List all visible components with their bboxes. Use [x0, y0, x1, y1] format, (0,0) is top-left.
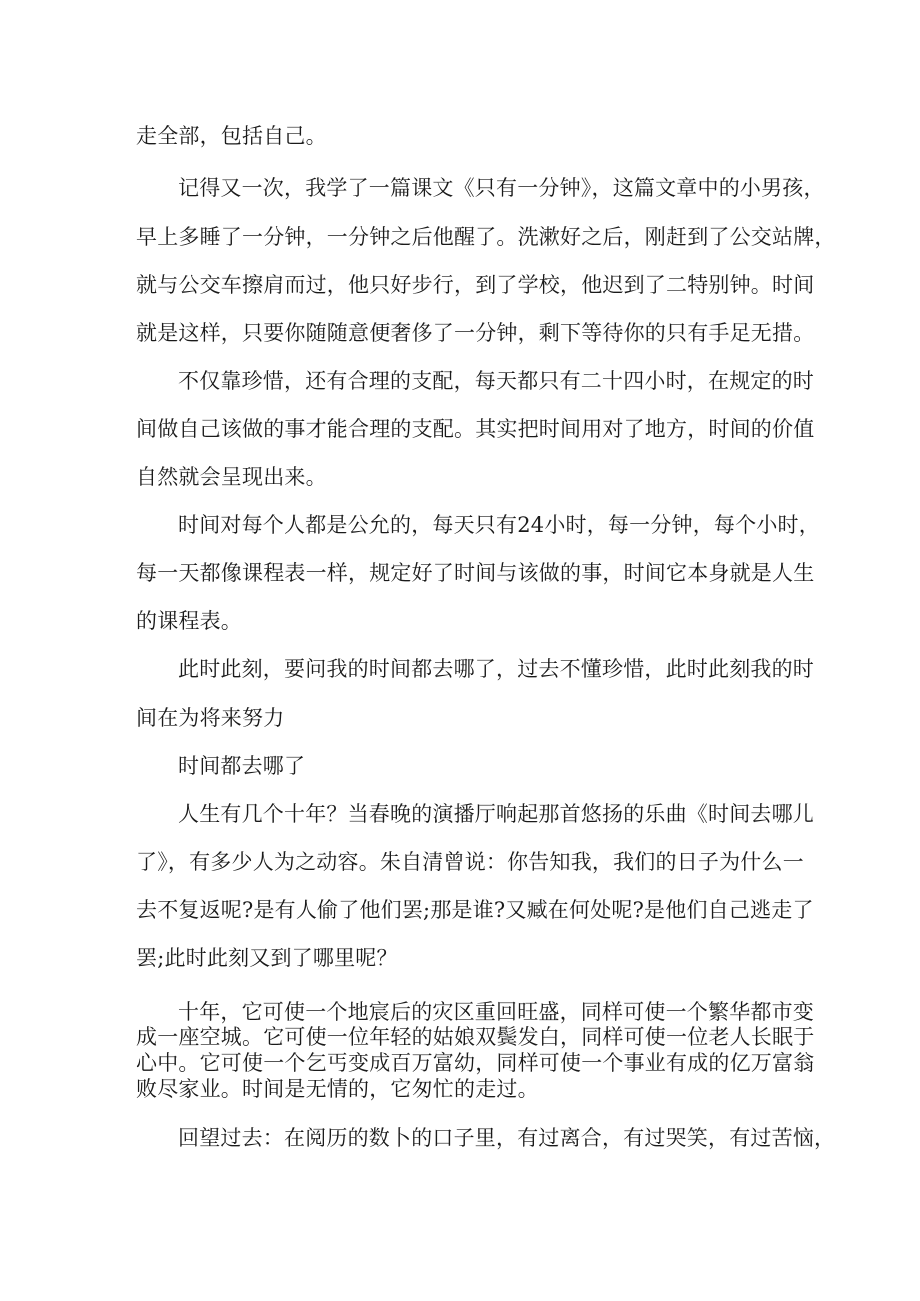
- text-line: 间做自己该做的事才能合理的支配。其实把时间用对了地方，时间的价值: [136, 417, 815, 441]
- text-line: 败尽家业。时间是无情的，它匆忙的走过。: [136, 1077, 539, 1101]
- text-line: 就是这样，只要你随随意便奢侈了一分钟，剩下等待你的只有手足无措。: [136, 321, 815, 345]
- text-line: 的课程表。: [136, 609, 242, 633]
- text-line: 每一天都像课程表一样，规定好了时间与该做的事，时间它本身就是人生: [136, 561, 815, 585]
- text-line: 时间对每个人都是公允的，每天只有24小时，每一分钟，每个小时，: [178, 513, 820, 537]
- text-line: 就与公交车擦肩而过，他只好步行，到了学校，他迟到了二特别钟。时间: [136, 273, 815, 297]
- text-line: 不仅靠珍惜，还有合理的支配，每天都只有二十四小时，在规定的时: [178, 369, 814, 393]
- text-line: 回望过去：在阅历的数卜的口子里，有过离合，有过哭笑，有过苦恼，: [178, 1126, 836, 1150]
- text-line: 心中。它可使一个乞丐变成百万富幼，同样可使一个事业有成的亿万富翁: [136, 1051, 815, 1075]
- text-line: 十年，它可使一个地宸后的灾区重回旺盛，同样可使一个繁华都市变: [178, 1000, 814, 1024]
- text-line: 人生有几个十年？当春晚的演播厅响起那首悠扬的乐曲《时间去哪儿: [178, 802, 814, 826]
- text-line: 间在为将来努力: [136, 706, 285, 730]
- text-line: 自然就会呈现出来。: [136, 465, 327, 489]
- text-line: 罢;此时此刻又到了哪里呢？: [136, 946, 398, 970]
- text-line: 早上多睡了一分钟，一分钟之后他醒了。洗漱好之后，刚赶到了公交站牌，: [136, 225, 836, 249]
- text-line: 去不复返呢?是有人偷了他们罢;那是谁?又臧在何处呢?是他们自己逃走了: [136, 898, 814, 922]
- text-line: 记得又一次，我学了一篇课文《只有一分钟》，这篇文章中的小男孩，: [178, 176, 825, 200]
- text-line: 了》，有多少人为之动容。朱自清曾说：你告知我，我们的日子为什么一: [136, 850, 804, 874]
- text-line: 成一座空城。它可使一位年轻的姑娘双鬓发白，同样可使一位老人长眠于: [136, 1025, 815, 1049]
- text-line: 此时此刻，要问我的时间都去哪了，过去不懂珍惜，此时此刻我的时: [178, 657, 814, 681]
- text-line: 走全部，包括自己。: [136, 124, 327, 148]
- section-heading: 时间都去哪了: [178, 754, 306, 778]
